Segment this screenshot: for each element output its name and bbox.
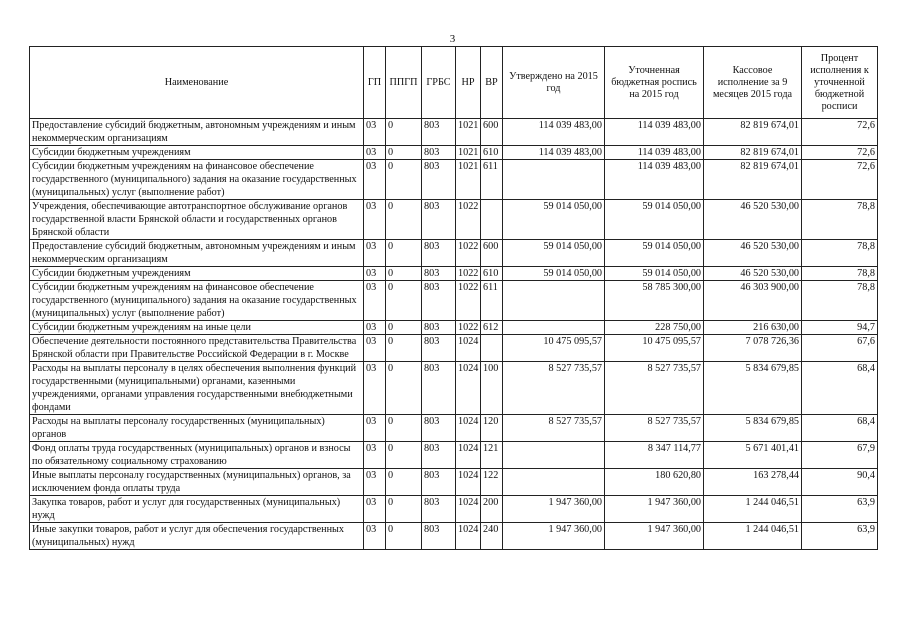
cell-vr: 610 <box>481 146 503 160</box>
cell-grbs: 803 <box>422 442 456 469</box>
cell-vr <box>481 200 503 240</box>
cell-percent: 78,8 <box>802 267 878 281</box>
cell-ppgp: 0 <box>386 281 422 321</box>
cell-gp: 03 <box>364 267 386 281</box>
cell-vr: 600 <box>481 119 503 146</box>
cell-gp: 03 <box>364 240 386 267</box>
cell-np: 1022 <box>456 267 481 281</box>
cell-np: 1024 <box>456 335 481 362</box>
table-row <box>30 415 878 442</box>
cell-cash: 5 671 401,41 <box>704 442 802 469</box>
cell-cash: 5 834 679,85 <box>704 415 802 442</box>
cell-name: Субсидии бюджетным учреждениям <box>30 146 364 160</box>
cell-cash: 46 520 530,00 <box>704 200 802 240</box>
cell-np: 1022 <box>456 321 481 335</box>
table-row <box>30 321 878 335</box>
cell-gp: 03 <box>364 496 386 523</box>
cell-percent: 67,9 <box>802 442 878 469</box>
cell-vr: 120 <box>481 415 503 442</box>
table-row <box>30 267 878 281</box>
header-name: Наименование <box>30 47 364 119</box>
cell-grbs: 803 <box>422 335 456 362</box>
cell-refined: 8 347 114,77 <box>605 442 704 469</box>
cell-vr: 240 <box>481 523 503 550</box>
cell-ppgp: 0 <box>386 240 422 267</box>
cell-approved: 8 527 735,57 <box>503 362 605 415</box>
cell-percent: 90,4 <box>802 469 878 496</box>
cell-cash: 1 244 046,51 <box>704 523 802 550</box>
cell-approved <box>503 281 605 321</box>
cell-percent: 78,8 <box>802 281 878 321</box>
cell-refined: 59 014 050,00 <box>605 200 704 240</box>
cell-vr: 611 <box>481 160 503 200</box>
budget-execution-table <box>29 46 878 550</box>
cell-name: Субсидии бюджетным учреждениям на финансовое обеспечение государственного (муниципального) задания на оказание государственных (муниципальных) услуг (выполнение работ) <box>30 281 364 321</box>
cell-gp: 03 <box>364 200 386 240</box>
cell-grbs: 803 <box>422 240 456 267</box>
cell-name: Субсидии бюджетным учреждениям <box>30 267 364 281</box>
cell-refined: 1 947 360,00 <box>605 523 704 550</box>
cell-vr: 600 <box>481 240 503 267</box>
table-row <box>30 200 878 240</box>
cell-refined: 10 475 095,57 <box>605 335 704 362</box>
cell-gp: 03 <box>364 415 386 442</box>
cell-gp: 03 <box>364 335 386 362</box>
cell-grbs: 803 <box>422 362 456 415</box>
cell-name: Субсидии бюджетным учреждениям на финансовое обеспечение государственного (муниципального) задания на оказание государственных (муниципальных) услуг (выполнение работ) <box>30 160 364 200</box>
cell-refined: 228 750,00 <box>605 321 704 335</box>
cell-name: Обеспечение деятельности постоянного представительства Правительства Брянской области при Правительстве Российской Федерации в г. Москве <box>30 335 364 362</box>
cell-vr: 121 <box>481 442 503 469</box>
table-row <box>30 281 878 321</box>
table-body <box>30 119 878 550</box>
cell-gp: 03 <box>364 321 386 335</box>
cell-percent: 78,8 <box>802 240 878 267</box>
cell-approved: 59 014 050,00 <box>503 267 605 281</box>
cell-grbs: 803 <box>422 200 456 240</box>
cell-ppgp: 0 <box>386 267 422 281</box>
header-np: НР <box>456 47 481 119</box>
cell-approved: 1 947 360,00 <box>503 523 605 550</box>
table-row <box>30 523 878 550</box>
cell-approved <box>503 469 605 496</box>
cell-approved: 1 947 360,00 <box>503 496 605 523</box>
cell-refined: 114 039 483,00 <box>605 146 704 160</box>
cell-cash: 46 520 530,00 <box>704 240 802 267</box>
cell-cash: 82 819 674,01 <box>704 146 802 160</box>
cell-percent: 68,4 <box>802 362 878 415</box>
cell-grbs: 803 <box>422 146 456 160</box>
cell-approved <box>503 321 605 335</box>
cell-name: Иные закупки товаров, работ и услуг для обеспечения государственных (муниципальных) нужд <box>30 523 364 550</box>
cell-grbs: 803 <box>422 119 456 146</box>
cell-grbs: 803 <box>422 321 456 335</box>
cell-gp: 03 <box>364 469 386 496</box>
cell-name: Субсидии бюджетным учреждениям на иные цели <box>30 321 364 335</box>
cell-name: Иные выплаты персоналу государственных (муниципальных) органов, за исключением фонда оплаты труда <box>30 469 364 496</box>
cell-ppgp: 0 <box>386 119 422 146</box>
cell-cash: 46 303 900,00 <box>704 281 802 321</box>
header-grbs: ГРБС <box>422 47 456 119</box>
cell-name: Предоставление субсидий бюджетным, автономным учреждениям и иным некоммерческим организациям <box>30 240 364 267</box>
cell-approved: 10 475 095,57 <box>503 335 605 362</box>
cell-vr: 100 <box>481 362 503 415</box>
cell-approved <box>503 160 605 200</box>
cell-grbs: 803 <box>422 469 456 496</box>
cell-ppgp: 0 <box>386 496 422 523</box>
cell-np: 1022 <box>456 281 481 321</box>
cell-vr: 200 <box>481 496 503 523</box>
cell-gp: 03 <box>364 442 386 469</box>
cell-approved: 59 014 050,00 <box>503 200 605 240</box>
cell-refined: 58 785 300,00 <box>605 281 704 321</box>
cell-vr: 611 <box>481 281 503 321</box>
cell-approved: 8 527 735,57 <box>503 415 605 442</box>
cell-name: Предоставление субсидий бюджетным, автономным учреждениям и иным некоммерческим организациям <box>30 119 364 146</box>
cell-vr: 612 <box>481 321 503 335</box>
cell-percent: 72,6 <box>802 119 878 146</box>
cell-approved <box>503 442 605 469</box>
cell-percent: 78,8 <box>802 200 878 240</box>
cell-np: 1022 <box>456 240 481 267</box>
table-row <box>30 240 878 267</box>
cell-gp: 03 <box>364 281 386 321</box>
cell-approved: 114 039 483,00 <box>503 146 605 160</box>
cell-refined: 1 947 360,00 <box>605 496 704 523</box>
cell-ppgp: 0 <box>386 442 422 469</box>
cell-approved: 59 014 050,00 <box>503 240 605 267</box>
cell-name: Учреждения, обеспечивающие автотранспортное обслуживание органов государственной власти Брянской области и государственных органов Брянской области <box>30 200 364 240</box>
page-number: 3 <box>449 33 456 45</box>
table-header-row <box>30 47 878 119</box>
cell-ppgp: 0 <box>386 146 422 160</box>
table-row <box>30 119 878 146</box>
cell-np: 1022 <box>456 200 481 240</box>
table-row <box>30 146 878 160</box>
cell-cash: 46 520 530,00 <box>704 267 802 281</box>
cell-grbs: 803 <box>422 523 456 550</box>
cell-name: Закупка товаров, работ и услуг для государственных (муниципальных) нужд <box>30 496 364 523</box>
cell-gp: 03 <box>364 160 386 200</box>
cell-np: 1024 <box>456 523 481 550</box>
cell-vr <box>481 335 503 362</box>
cell-grbs: 803 <box>422 496 456 523</box>
cell-cash: 5 834 679,85 <box>704 362 802 415</box>
header-percent: Процент исполнения к уточненной бюджетной росписи <box>802 47 878 119</box>
cell-grbs: 803 <box>422 415 456 442</box>
cell-gp: 03 <box>364 523 386 550</box>
cell-refined: 59 014 050,00 <box>605 240 704 267</box>
cell-np: 1021 <box>456 160 481 200</box>
cell-percent: 67,6 <box>802 335 878 362</box>
cell-percent: 68,4 <box>802 415 878 442</box>
cell-approved: 114 039 483,00 <box>503 119 605 146</box>
cell-gp: 03 <box>364 119 386 146</box>
cell-refined: 59 014 050,00 <box>605 267 704 281</box>
cell-cash: 163 278,44 <box>704 469 802 496</box>
cell-refined: 114 039 483,00 <box>605 119 704 146</box>
table-row <box>30 362 878 415</box>
cell-cash: 7 078 726,36 <box>704 335 802 362</box>
cell-np: 1024 <box>456 469 481 496</box>
cell-vr: 122 <box>481 469 503 496</box>
cell-percent: 94,7 <box>802 321 878 335</box>
header-approved: Утверждено на 2015 год <box>503 47 605 119</box>
cell-np: 1024 <box>456 362 481 415</box>
cell-np: 1024 <box>456 415 481 442</box>
cell-cash: 1 244 046,51 <box>704 496 802 523</box>
cell-np: 1021 <box>456 119 481 146</box>
cell-percent: 72,6 <box>802 146 878 160</box>
table-row <box>30 496 878 523</box>
cell-ppgp: 0 <box>386 415 422 442</box>
cell-ppgp: 0 <box>386 335 422 362</box>
cell-gp: 03 <box>364 362 386 415</box>
cell-cash: 82 819 674,01 <box>704 160 802 200</box>
cell-refined: 114 039 483,00 <box>605 160 704 200</box>
table-row <box>30 160 878 200</box>
cell-grbs: 803 <box>422 160 456 200</box>
cell-refined: 8 527 735,57 <box>605 415 704 442</box>
cell-refined: 8 527 735,57 <box>605 362 704 415</box>
cell-ppgp: 0 <box>386 362 422 415</box>
cell-cash: 216 630,00 <box>704 321 802 335</box>
cell-ppgp: 0 <box>386 160 422 200</box>
cell-gp: 03 <box>364 146 386 160</box>
cell-ppgp: 0 <box>386 321 422 335</box>
cell-grbs: 803 <box>422 267 456 281</box>
cell-percent: 72,6 <box>802 160 878 200</box>
cell-np: 1024 <box>456 442 481 469</box>
cell-grbs: 803 <box>422 281 456 321</box>
cell-vr: 610 <box>481 267 503 281</box>
cell-name: Расходы на выплаты персоналу в целях обеспечения выполнения функций государственными (муниципальными) органами, казенными учреждениями, органами управления государственными внебюджетными фондами <box>30 362 364 415</box>
cell-name: Расходы на выплаты персоналу государственных (муниципальных) органов <box>30 415 364 442</box>
cell-name: Фонд оплаты труда государственных (муниципальных) органов и взносы по обязательному социальному страхованию <box>30 442 364 469</box>
cell-ppgp: 0 <box>386 469 422 496</box>
header-cash: Кассовое исполнение за 9 месяцев 2015 года <box>704 47 802 119</box>
cell-refined: 180 620,80 <box>605 469 704 496</box>
cell-percent: 63,9 <box>802 523 878 550</box>
cell-cash: 82 819 674,01 <box>704 119 802 146</box>
cell-ppgp: 0 <box>386 523 422 550</box>
cell-ppgp: 0 <box>386 200 422 240</box>
cell-percent: 63,9 <box>802 496 878 523</box>
table-row <box>30 469 878 496</box>
header-vr: ВР <box>481 47 503 119</box>
header-ppgp: ППГП <box>386 47 422 119</box>
header-gp: ГП <box>364 47 386 119</box>
header-refined: Уточненная бюджетная роспись на 2015 год <box>605 47 704 119</box>
table-row <box>30 442 878 469</box>
cell-np: 1024 <box>456 496 481 523</box>
cell-np: 1021 <box>456 146 481 160</box>
table-row <box>30 335 878 362</box>
